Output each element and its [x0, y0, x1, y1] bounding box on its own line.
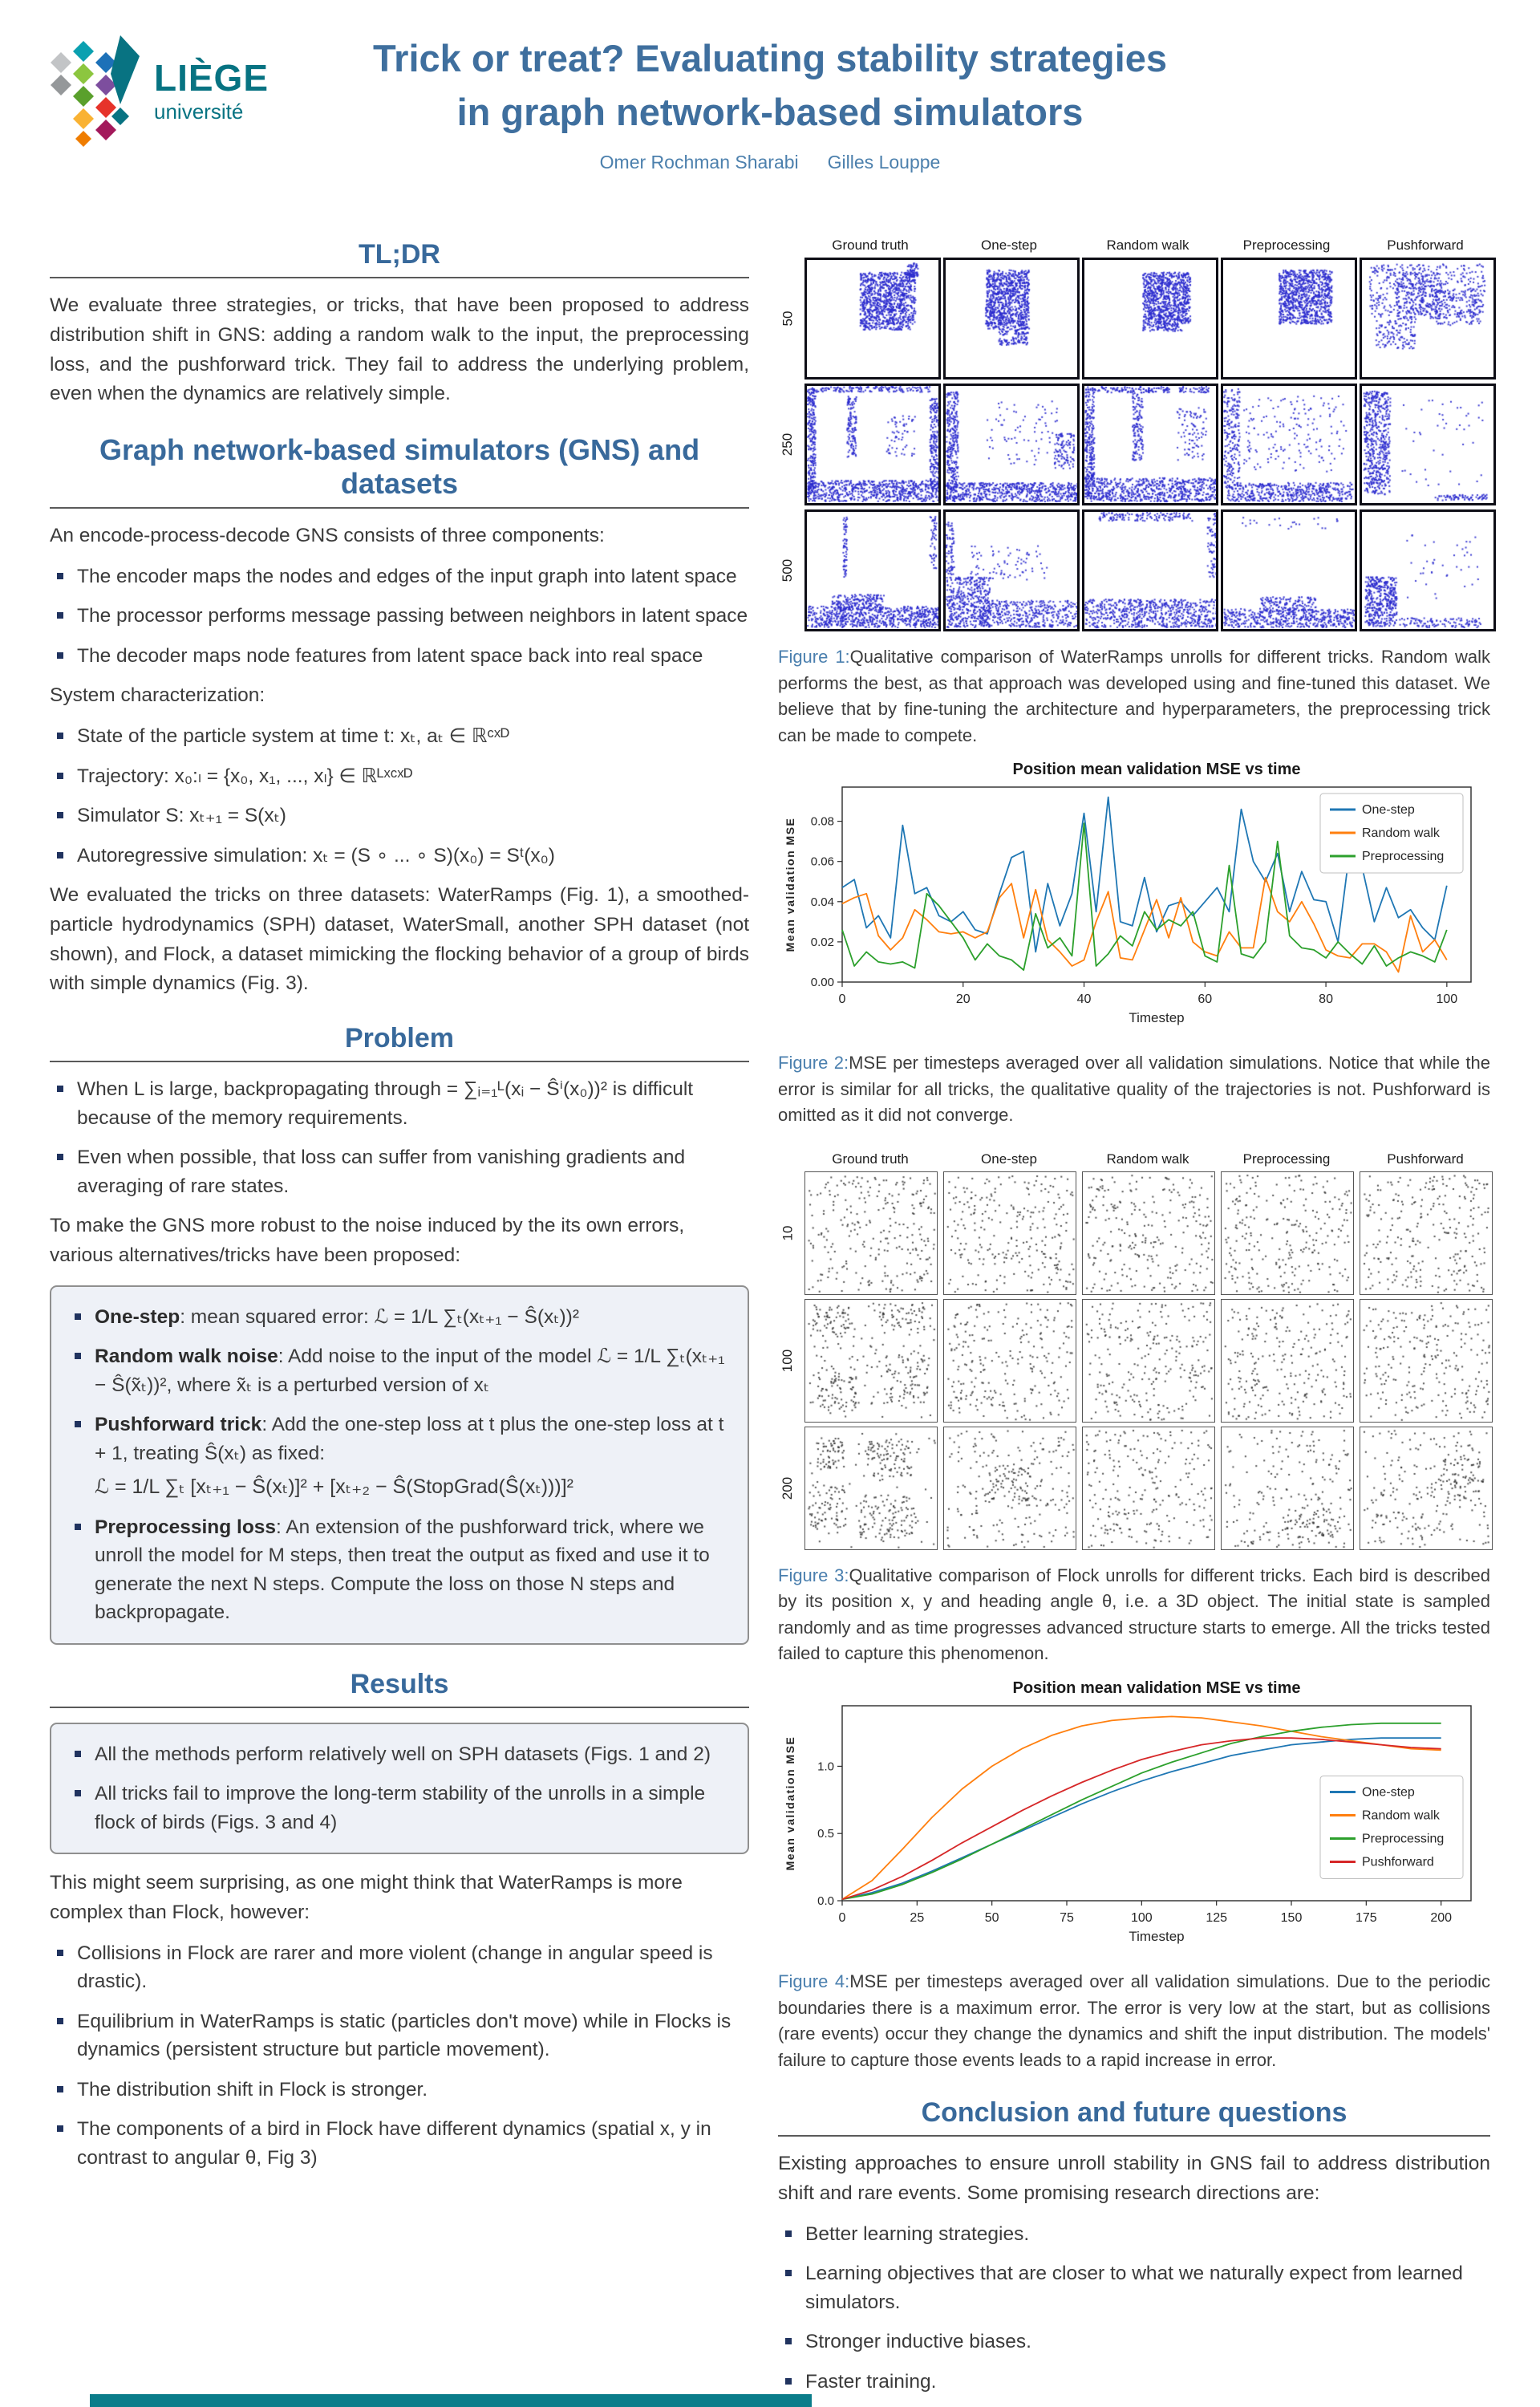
svg-text:150: 150 [1280, 1911, 1303, 1926]
scatter-panel [943, 1171, 1076, 1295]
scatter-panel [943, 384, 1080, 505]
row-label: 500 [780, 558, 795, 582]
problem-bullet-list [50, 1075, 749, 1200]
scatter-panel [804, 258, 941, 380]
legend-entry: One-step [1362, 1785, 1415, 1800]
svg-text:0.00: 0.00 [810, 976, 834, 990]
list-item: Simulator S: xₜ₊₁ = S(xₜ) [50, 802, 749, 830]
title-block [146, 32, 1394, 173]
row-label: 250 [780, 432, 795, 457]
column-header: Random walk [1106, 237, 1189, 253]
scatter-panel [804, 1171, 938, 1295]
trick-rest: : mean squared error: ℒ = 1/L ∑ₜ(xₜ₊₁ − Ŝ(xₜ))² [180, 1305, 579, 1328]
list-item [67, 1513, 732, 1627]
uliege-logo-mark [50, 27, 144, 154]
scatter-panel [943, 1299, 1076, 1423]
row-label: 100 [780, 1349, 795, 1373]
line-chart-svg [778, 757, 1484, 1033]
scatter-panel [1360, 258, 1496, 380]
svg-text:0.02: 0.02 [810, 936, 834, 950]
trick-lead: One-step [95, 1305, 180, 1328]
figure1-waterramps-grid [778, 237, 1490, 631]
legend-entry: Random walk [1362, 1808, 1440, 1823]
svg-text:80: 80 [1319, 992, 1333, 1007]
poster-header [50, 0, 1490, 215]
authors [146, 152, 1394, 173]
list-item: State of the particle system at time t: xₜ, aₜ ∈ ℝᶜˣᴰ [50, 722, 749, 751]
gns-heading: Graph network-based simulators (GNS) and datasets [99, 433, 700, 500]
results-bullet-list [50, 1939, 749, 2173]
figure4-label: Figure 4: [778, 1971, 850, 1992]
svg-text:125: 125 [1206, 1911, 1228, 1926]
pushforward-equation: ℒ = 1/L ∑ₜ [xₜ₊₁ − Ŝ(xₜ)]² + [xₜ₊₂ − Ŝ(StopGrad(Ŝ(xₜ)))]² [95, 1475, 573, 1499]
datasets-paragraph: We evaluated the tricks on three datasets: WaterRamps (Fig. 1), a smoothed-particle hydrodynamics (SPH) dataset, WaterSmall, another SPH dataset (not shown), and Flock, a dataset mimicking the flocking behavior of a group of birds with simple dynamics (Fig. 3). [50, 884, 749, 995]
svg-text:40: 40 [1076, 992, 1092, 1007]
row-label: 200 [780, 1476, 795, 1500]
figure2-label: Figure 2: [778, 1053, 849, 1074]
poster-columns [50, 215, 1490, 2407]
svg-text:0.04: 0.04 [810, 895, 834, 909]
conclusion-paragraph: Existing approaches to ensure unroll stability in GNS fail to address distribution shift and rare events. Some promising research directions are: [778, 2153, 1490, 2204]
tldr-text: We evaluate three strategies, or tricks, that have been proposed to address distribution shift in GNS: adding a random walk to the input, the preprocessing loss, and the pushforward trick. They fail to address the underlying problem, even when the dynamics are relatively simple. [50, 294, 749, 405]
title-line-1: Trick or treat? Evaluating stability strategies [373, 37, 1167, 79]
svg-text:50: 50 [984, 1911, 999, 1926]
scatter-panel [1082, 258, 1218, 380]
svg-text:0.5: 0.5 [817, 1827, 834, 1841]
list-item: The components of a bird in Flock have different dynamics (spatial x, y in contrast to angular θ, Fig 3) [50, 2115, 749, 2172]
gns-bullet-list [50, 562, 749, 671]
svg-text:25: 25 [910, 1911, 925, 1926]
svg-text:100: 100 [1130, 1911, 1153, 1926]
list-item: Autoregressive simulation: xₜ = (S ∘ ... ∘ S)(x₀) = Sᵗ(x₀) [50, 842, 749, 871]
list-item: Stronger inductive biases. [778, 2328, 1490, 2356]
scatter-panel [943, 1427, 1076, 1550]
trick-rest: : Add noise to the input of the model ℒ = 1/L ∑ₜ(xₜ₊₁ − Ŝ(x̃ₜ))², where x̃ₜ is a perturbed version of xₜ [95, 1346, 725, 1396]
x-axis-label: Timestep [1129, 1929, 1185, 1945]
column-header: Ground truth [832, 237, 909, 253]
row-label: 50 [779, 311, 795, 327]
footer-teal-bar [90, 2394, 812, 2407]
list-item [67, 1303, 732, 1332]
list-item: Better learning strategies. [778, 2220, 1490, 2249]
scatter-panel [1360, 1171, 1493, 1295]
scatter-panel [1082, 509, 1218, 631]
svg-text:175: 175 [1355, 1911, 1377, 1926]
svg-text:60: 60 [1198, 992, 1213, 1007]
rule [50, 1061, 749, 1062]
legend-entry: One-step [1362, 803, 1415, 818]
svg-text:0.08: 0.08 [810, 814, 834, 829]
scatter-panel [1360, 509, 1496, 631]
tricks-list [67, 1303, 732, 1627]
scatter-panel [943, 509, 1080, 631]
scatter-panel [804, 509, 941, 631]
svg-text:0.0: 0.0 [817, 1894, 834, 1909]
column-header: Pushforward [1387, 1151, 1464, 1167]
scatter-panel [1360, 384, 1496, 505]
logo-liege-word: LIÈGE [154, 57, 270, 99]
figure3-flock-grid [778, 1151, 1490, 1550]
tldr-heading: TL;DR [359, 239, 440, 270]
svg-text:100: 100 [1436, 992, 1458, 1007]
scatter-panel [1082, 384, 1218, 505]
column-header: Ground truth [832, 1151, 909, 1167]
trick-rest: : Add the one-step loss at t plus the one-step loss at t + 1, treating Ŝ(xₜ) as fixed: [95, 1414, 724, 1464]
x-axis-label: Timestep [1129, 1010, 1185, 1026]
figure3-label: Figure 3: [778, 1565, 849, 1585]
tricks-box [50, 1285, 749, 1645]
tricks-intro: To make the GNS more robust to the noise induced by the its own errors, various alternatives/tricks have been proposed: [50, 1215, 685, 1266]
scatter-panel [1221, 1171, 1354, 1295]
list-item: The distribution shift in Flock is stronger. [50, 2076, 749, 2105]
list-item: The encoder maps the nodes and edges of the input graph into latent space [50, 562, 749, 591]
list-item: Even when possible, that loss can suffer from vanishing gradients and averaging of rare states. [50, 1143, 749, 1200]
chart-title: Position mean validation MSE vs time [1012, 761, 1301, 779]
svg-text:0: 0 [838, 1911, 846, 1926]
right-column [778, 215, 1490, 2407]
svg-text:1.0: 1.0 [817, 1760, 834, 1774]
trick-lead: Random walk noise [95, 1346, 278, 1368]
scatter-panel [804, 384, 941, 505]
figure1-caption [778, 644, 1490, 749]
poster-title [146, 32, 1394, 139]
column-header: One-step [981, 237, 1037, 253]
results-paragraph: This might seem surprising, as one might think that WaterRamps is more complex than Flock, however: [50, 1872, 683, 1923]
scatter-panel [1221, 1299, 1354, 1423]
results-heading: Results [350, 1668, 449, 1699]
figure2-caption [778, 1050, 1490, 1129]
figure1-label: Figure 1: [778, 647, 850, 667]
scatter-panel [1360, 1299, 1493, 1423]
scatter-panel [1221, 384, 1357, 505]
figure4-caption [778, 1969, 1490, 2073]
list-item: Trajectory: x₀:ₗ = {x₀, x₁, ..., xₗ} ∈ ℝᴸˣᶜˣᴰ [50, 762, 749, 791]
legend-entry: Random walk [1362, 826, 1440, 841]
list-item: Faster training. [778, 2368, 1490, 2397]
list-item: The processor performs message passing between neighbors in latent space [50, 602, 749, 631]
trick-rest: : An extension of the pushforward trick, where we unroll the model for M steps, then treat the output as fixed and use it to generate the next N steps. Compute the loss on those N steps and backpropagate. [95, 1516, 710, 1624]
legend-entry: Preprocessing [1362, 850, 1445, 864]
trick-lead: Preprocessing loss [95, 1516, 277, 1538]
figure4-caption-text: MSE per timesteps averaged over all validation simulations. Due to the periodic boundaries there is a maximum error. The error is very low at the start, but as collisions (rare events) occur they change the dynamics and shift the input distribution. The models' failure to capture those events leads to a rapid increase in error. [778, 1971, 1490, 2070]
scatter-panel [1221, 1427, 1354, 1550]
chart-title: Position mean validation MSE vs time [1012, 1679, 1301, 1698]
figure1-caption-text: Qualitative comparison of WaterRamps unrolls for different tricks. Random walk performs the best, as that approach was developed using and fine-tuned this dataset. We believe that by fine-tuning the architecture and hyperparameters, the preprocessing trick can be made to compete. [778, 647, 1490, 745]
rule [50, 1707, 749, 1708]
scatter-panel [1360, 1427, 1493, 1550]
list-item [67, 1342, 732, 1399]
y-axis-label: Mean validation MSE [784, 1735, 796, 1871]
results-box-list [67, 1740, 732, 1837]
system-characterization-list [50, 722, 749, 870]
trick-lead: Pushforward trick [95, 1414, 262, 1436]
svg-text:200: 200 [1430, 1911, 1453, 1926]
scatter-panel [1082, 1427, 1215, 1550]
scatter-panel [943, 258, 1080, 380]
legend-entry: Preprocessing [1362, 1832, 1445, 1846]
svg-text:20: 20 [955, 992, 971, 1007]
svg-text:0: 0 [838, 992, 846, 1007]
conclusion-heading: Conclusion and future questions [921, 2097, 1348, 2129]
author-2: Gilles Louppe [827, 152, 941, 173]
scatter-panel [1082, 1171, 1215, 1295]
figure2-caption-text: MSE per timesteps averaged over all validation simulations. Notice that while the error is similar for all tricks, the qualitative quality of the trajectories is not. Pushforward is omitted as it did not converge. [778, 1053, 1490, 1126]
row-label: 10 [779, 1225, 795, 1241]
scatter-panel [804, 1299, 938, 1423]
list-item: When L is large, backpropagating through = ∑ᵢ₌₁ᴸ(xᵢ − Ŝⁱ(x₀))² is difficult because of the memory requirements. [50, 1075, 749, 1132]
gns-intro: An encode-process-decode GNS consists of three components: [50, 525, 605, 546]
author-1: Omer Rochman Sharabi [599, 152, 799, 173]
list-item: Learning objectives that are closer to what we naturally expect from learned simulators. [778, 2259, 1490, 2316]
column-header: Preprocessing [1242, 237, 1331, 253]
rule [778, 2135, 1490, 2137]
column-header: Preprocessing [1242, 1151, 1331, 1167]
y-axis-label: Mean validation MSE [784, 817, 796, 952]
svg-text:0.06: 0.06 [810, 854, 834, 869]
figure3-caption-text: Qualitative comparison of Flock unrolls for different tricks. Each bird is described by its position x, y and heading angle θ, i.e. a 3D object. The initial state is sampled randomly and as time progresses advanced structure starts to emerge. All the tricks tested failed to capture this phenomenon. [778, 1565, 1490, 1664]
column-header: Random walk [1106, 1151, 1189, 1167]
scatter-panel [1221, 509, 1357, 631]
column-header: One-step [981, 1151, 1037, 1167]
legend-entry: Pushforward [1362, 1855, 1434, 1869]
list-item: All the methods perform relatively well on SPH datasets (Figs. 1 and 2) [67, 1740, 732, 1769]
list-item: The decoder maps node features from latent space back into real space [50, 642, 749, 671]
problem-heading: Problem [344, 1023, 455, 1054]
rule [50, 277, 749, 278]
logo-universite-word: université [154, 99, 244, 124]
scatter-panel [1221, 258, 1357, 380]
title-line-2: in graph network-based simulators [456, 90, 1084, 133]
figure2-mse-chart [778, 757, 1490, 1037]
list-item: Collisions in Flock are rarer and more violent (change in angular speed is drastic). [50, 1939, 749, 1996]
rule [50, 507, 749, 509]
svg-text:75: 75 [1060, 1911, 1074, 1926]
system-characterization-label: System characterization: [50, 684, 265, 707]
figure3-caption [778, 1563, 1490, 1667]
results-box [50, 1723, 749, 1855]
list-item: Equilibrium in WaterRamps is static (particles don't move) while in Flocks is dynamics (persistent structure but particle movement). [50, 2007, 749, 2064]
left-column [50, 215, 749, 2183]
list-item: All tricks fail to improve the long-term stability of the unrolls in a simple flock of birds (Figs. 3 and 4) [67, 1780, 732, 1837]
column-header: Pushforward [1387, 237, 1464, 253]
list-item [67, 1411, 732, 1501]
scatter-panel [1082, 1299, 1215, 1423]
conclusion-bullet-list [778, 2220, 1490, 2397]
line-chart-svg [778, 1675, 1484, 1952]
scatter-panel [804, 1427, 938, 1550]
figure4-mse-chart [778, 1675, 1490, 1956]
